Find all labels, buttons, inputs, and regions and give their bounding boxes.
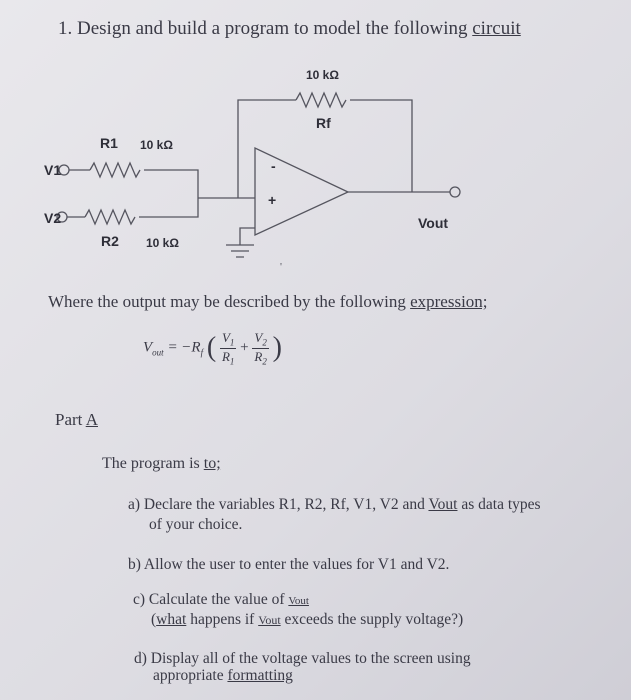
term1-num: V [221,330,230,345]
item-a-end: as data types [457,496,541,513]
formula-lhs: V [143,339,153,356]
item-d-line2 [153,666,293,686]
tick-mark: ' [280,261,282,273]
question-title [58,18,521,40]
formula-paren-open: ( [206,332,217,364]
noninverting-sign: + [268,192,277,208]
r1-wire [144,170,198,198]
feedback-wire-right [350,100,412,192]
formula-term2 [252,330,268,366]
r2-label: R2 [101,233,119,249]
ground-symbol [226,245,254,257]
item-c-what: what [156,611,187,628]
program-intro-underlined: to; [203,455,221,472]
term2-num-sub: 2 [262,337,267,348]
part-prefix: Part [55,410,86,429]
r2-resistor [85,210,135,224]
part-letter: A [85,410,98,429]
r1-value-label: 10 kΩ [140,138,173,152]
r1-label: R1 [100,135,118,151]
formula-plus: + [240,339,249,356]
term1-den-sub: 1 [229,356,235,367]
r2-wire [139,198,198,217]
program-intro [102,455,221,473]
v1-label: V1 [44,162,62,178]
item-a-line1 [128,495,541,515]
term2-den: R [254,348,263,364]
item-a-text: a) Declare the variables R1, R2, Rf, V1, V2 and [128,496,429,513]
vout-formula [143,330,282,366]
term1-num-sub: 1 [229,337,235,348]
r2-value-label: 10 kΩ [146,236,179,250]
item-b: b) Allow the user to enter the values for V1 and V2. [128,556,450,573]
part-heading [55,410,98,430]
item-c-vout: Vout [288,595,309,607]
item-d-line1: d) Display all of the voltage values to the screen using [134,650,471,667]
rf-label: Rf [316,115,331,131]
item-c-line1 [133,590,309,611]
title-text: 1. Design and build a program to model the following [58,18,473,39]
item-c-mid: happens if [186,611,259,628]
rf-value-label: 10 kΩ [306,68,339,82]
formula-term1 [220,330,236,366]
item-c-vout2: Vout [258,613,281,627]
v2-label: V2 [44,210,62,226]
term1-den: R [221,348,230,364]
item-a-line2: of your choice. [149,516,243,533]
item-d-text: appropriate [153,667,228,684]
feedback-wire-left [238,100,296,198]
item-c-paren: ( [151,611,157,628]
item-c-text: c) Calculate the value of [133,591,289,608]
item-c-end: exceeds the supply voltage?) [280,611,464,628]
item-c-line2 [151,610,463,630]
r1-resistor [90,163,140,177]
rf-resistor [296,93,346,107]
formula-eq: = −R [167,339,201,356]
item-d-formatting: formatting [227,667,293,684]
expression-intro-underlined: expression; [410,292,488,311]
output-terminal [450,187,460,197]
expression-intro [48,292,488,312]
formula-lhs-sub: out [152,347,164,358]
item-a-vout: Vout [428,496,458,513]
formula-rf-sub: f [200,347,204,358]
title-underlined-word: circuit [472,18,521,39]
noninverting-input-wire [240,228,255,245]
term2-den-sub: 2 [262,356,267,367]
program-intro-text: The program is [102,455,204,472]
op-amp-circuit-diagram [0,60,631,280]
expression-intro-text: Where the output may be described by the following [48,292,411,311]
vout-label: Vout [418,215,449,231]
term2-num: V [254,330,263,345]
formula-paren-close: ) [272,332,282,364]
inverting-sign: - [271,158,276,174]
